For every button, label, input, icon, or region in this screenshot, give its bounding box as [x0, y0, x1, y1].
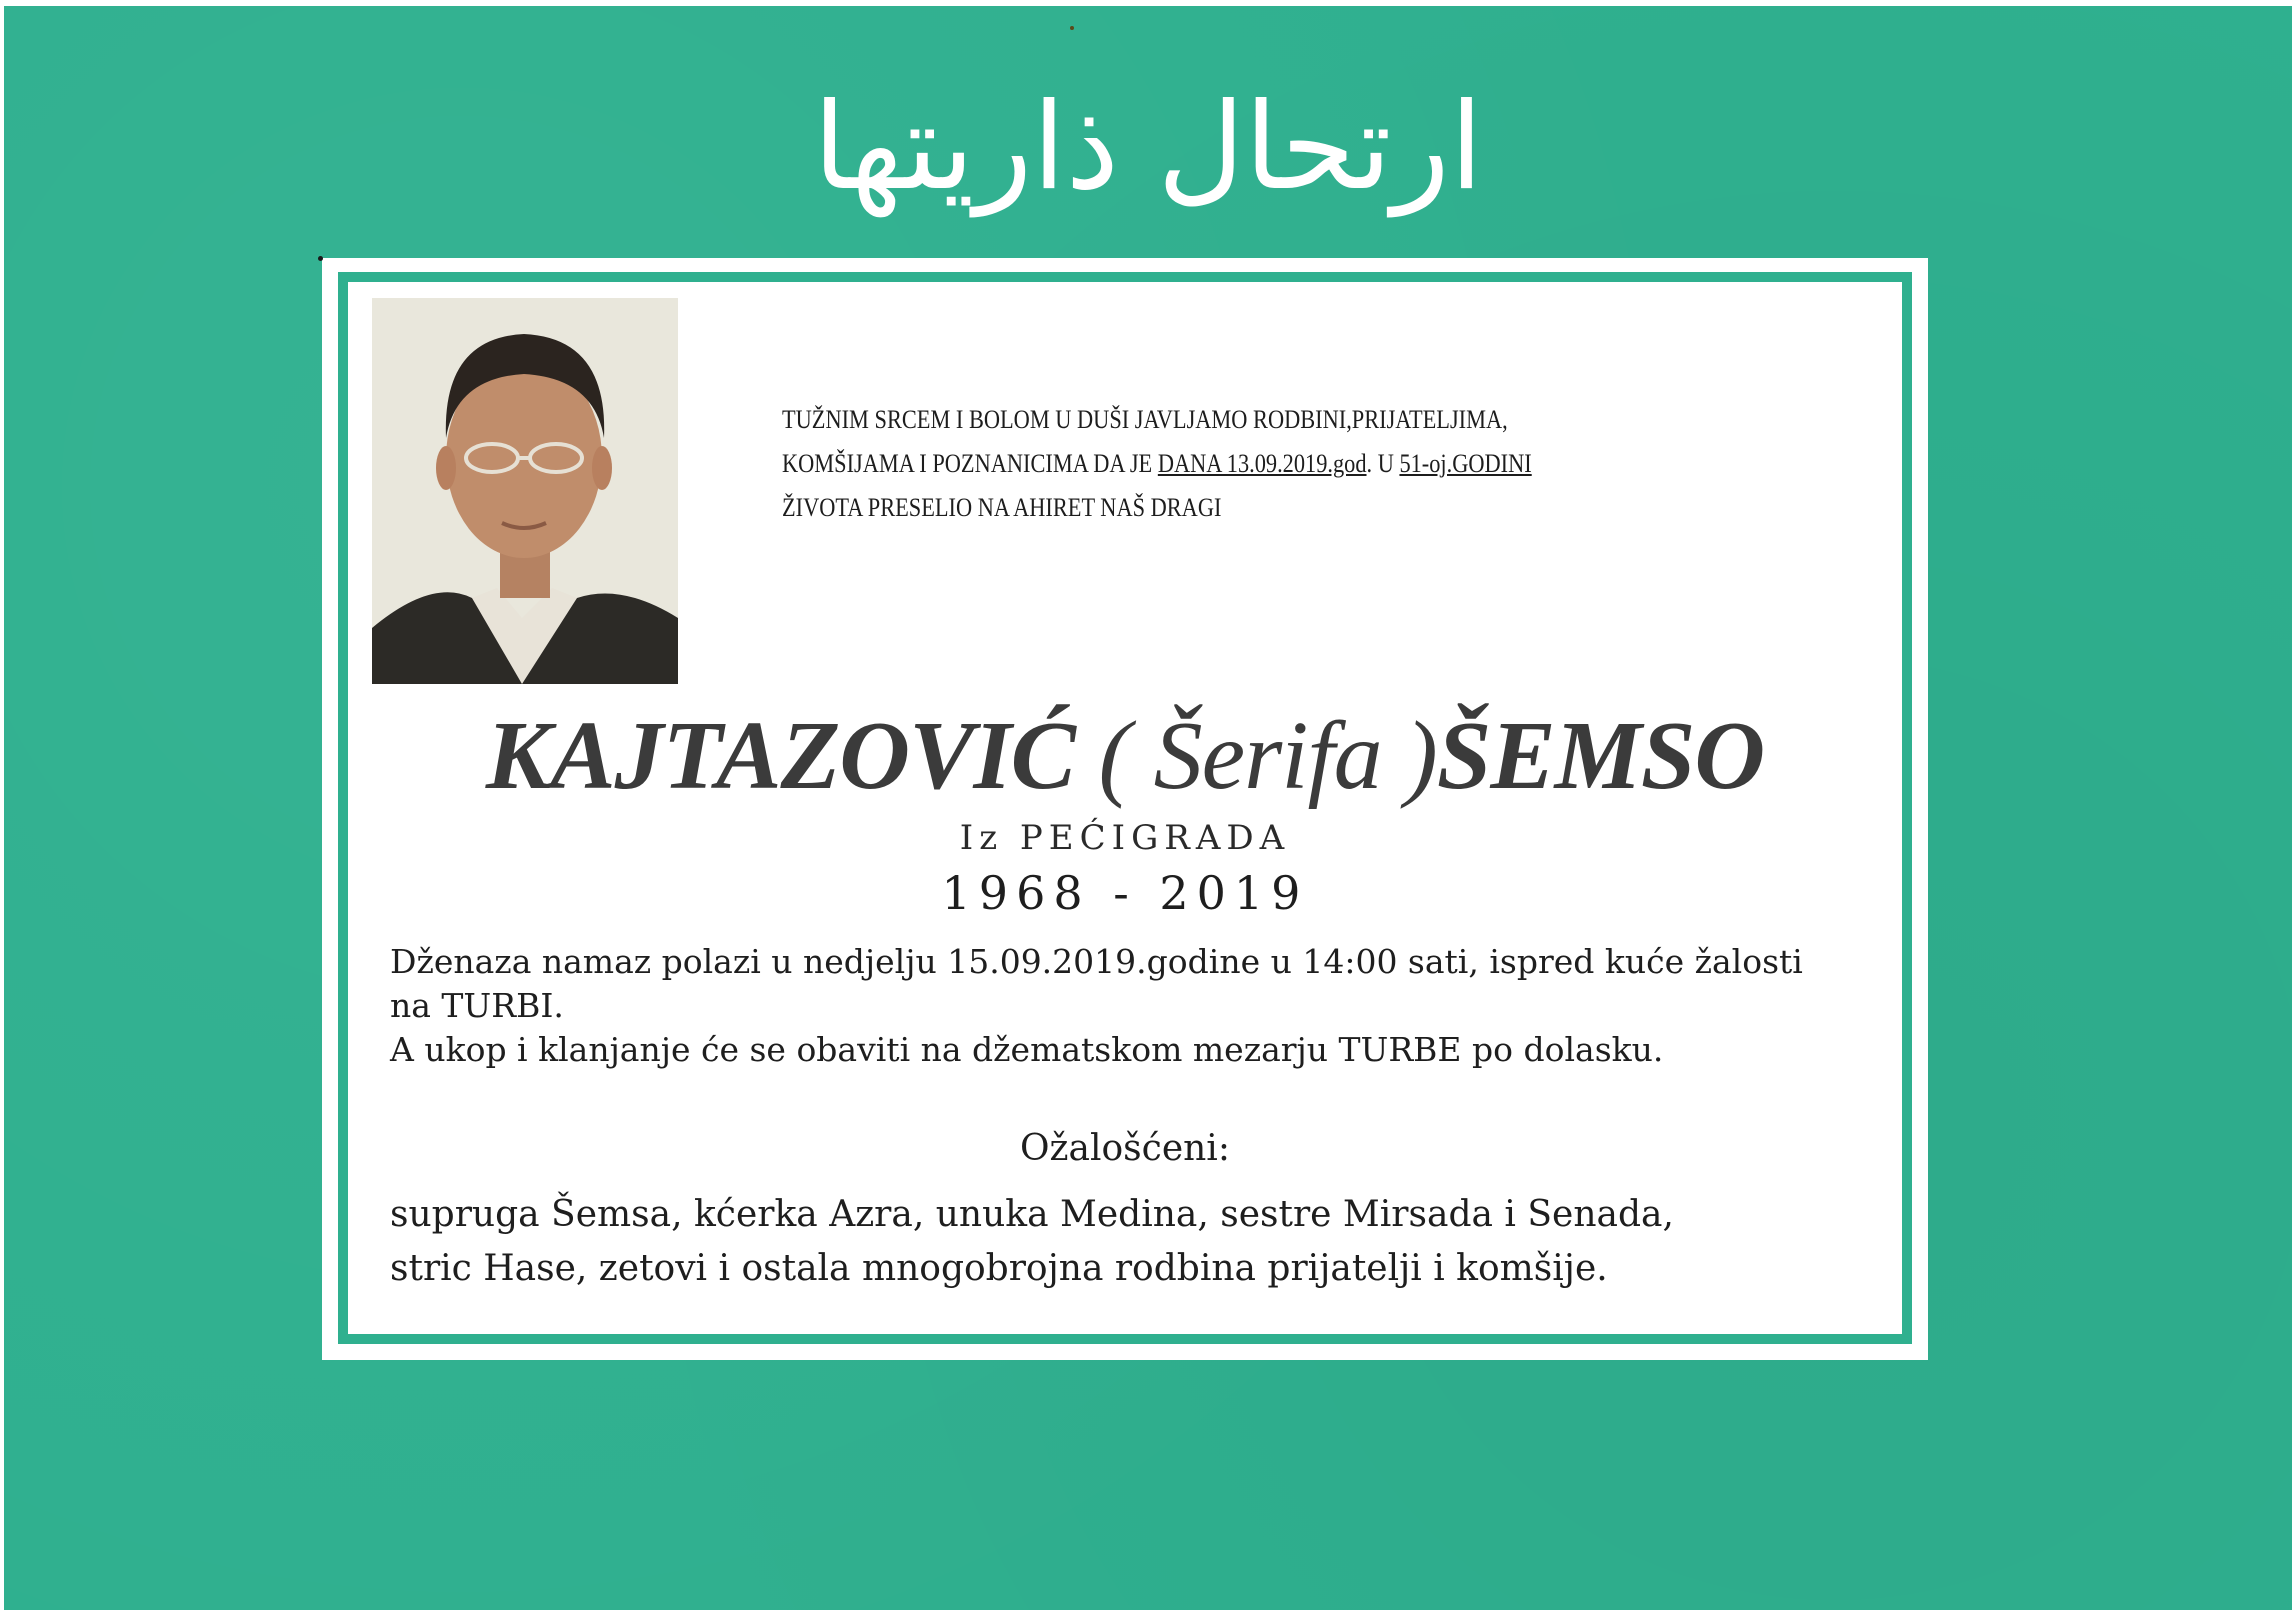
mourners-line-2: stric Hase, zetovi i ostala mnogobrojna rodbina prijatelji i komšije. [390, 1248, 1608, 1289]
funeral-line-1: Dženaza namaz polazi u nedjelju 15.09.2019.godine u 14:00 sati, ispred kuće žalosti [390, 942, 1803, 981]
date-of-death: DANA 13.09.2019.god [1157, 449, 1367, 478]
funeral-details [390, 940, 1890, 1072]
intro-line-1: TUŽNIM SRCEM I BOLOM U DUŠI JAVLJAMO RODBINI,PRIJATELJIMA, [782, 405, 1508, 434]
place-of-origin: Iz PEĆIGRADA [959, 818, 1291, 858]
age-at-death: 51-oj.GODINI [1399, 449, 1532, 478]
funeral-line-2: na TURBI. [390, 986, 564, 1025]
deceased-name [348, 700, 1902, 812]
life-years: 1968 - 2019 [941, 866, 1309, 920]
funeral-line-3: A ukop i klanjanje će se obaviti na džematskom mezarju TURBE po dolasku. [390, 1030, 1664, 1069]
intro-line-3: ŽIVOTA PRESELIO NA AHIRET NAŠ DRAGI [782, 493, 1222, 522]
mourners-list [390, 1188, 1890, 1296]
scan-speck [318, 256, 323, 261]
mourners-title: Ožalošćeni: [1020, 1128, 1230, 1169]
arabic-calligraphy-heading: ارتحال ذاريتها [812, 78, 1484, 217]
given-name: ŠEMSO [1436, 702, 1765, 810]
intro-line-2-separator: . U [1366, 449, 1394, 478]
surname: KAJTAZOVIĆ [485, 702, 1075, 810]
portrait-illustration [372, 298, 678, 684]
father-name: ( Šerifa ) [1098, 702, 1437, 810]
intro-line-2 [782, 442, 1532, 486]
portrait-photo [372, 298, 678, 684]
intro-line-2-prefix: KOMŠIJAMA I POZNANICIMA DA JE [782, 449, 1153, 478]
mourners-line-1: supruga Šemsa, kćerka Azra, unuka Medina, sestre Mirsada i Senada, [390, 1194, 1674, 1235]
announcement-intro [782, 398, 1532, 530]
scan-speck [1070, 26, 1074, 30]
